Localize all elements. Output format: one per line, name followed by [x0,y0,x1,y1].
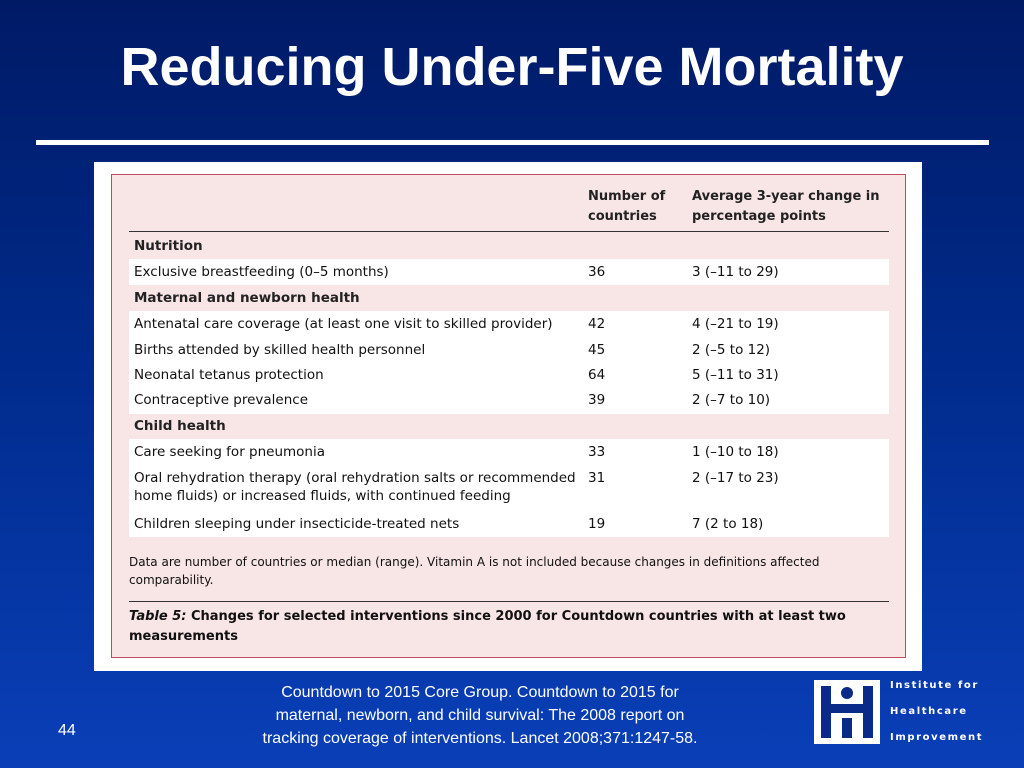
table-row-label: Neonatal tetanus protection [134,367,324,383]
table-row-change: 2 (–17 to 23) [692,470,779,486]
section-title: Child health [134,418,226,434]
ihi-logo: Institute for Healthcare Improvement [814,680,1014,744]
title-divider [36,140,989,145]
ihi-logo-mark-icon [814,680,880,744]
table-row-count: 33 [588,444,606,460]
table-row-label: Contraceptive prevalence [134,392,309,408]
citation: Countdown to 2015 Core Group. Countdown to 2015 for maternal, newborn, and child survival: The 2008 report on tracking coverage of interventions. Lancet 2008;371:1247-58. [262,684,698,747]
table-row-count: 36 [588,264,606,280]
page-number: 44 [58,722,76,739]
table-row-label: Births attended by skilled health personnel [134,342,426,358]
header-average-change: Average 3-year change in percentage points [692,189,880,224]
table-note: Data are number of countries or median (range). Vitamin A is not included because changes in definitions affected comparability. [129,555,820,587]
table-caption: Table 5: Changes for selected interventions since 2000 for Countdown countries with at least two measurements [129,609,846,644]
table-row-count: 64 [588,367,606,383]
intervention-table [111,174,906,658]
table-row-count: 19 [588,516,606,532]
table-row-change: 7 (2 to 18) [692,516,764,532]
table-row-label: Antenatal care coverage (at least one visit to skilled provider) [134,316,553,332]
table-row-change: 3 (–11 to 29) [692,264,779,280]
table-row-change: 2 (–5 to 12) [692,342,771,358]
table-image-frame [94,162,922,671]
table-row-count: 45 [588,342,606,358]
slide-title: Reducing Under-Five Mortality [120,37,904,97]
table-row-change: 5 (–11 to 31) [692,367,779,383]
caption-rule [129,601,889,602]
section-title: Maternal and newborn health [134,290,360,306]
table-row-change: 2 (–7 to 10) [692,392,771,408]
header-number-of-countries: Number of countries [588,189,666,224]
header-rule [129,231,889,232]
table-row-change: 4 (–21 to 19) [692,316,779,332]
table-row-label: Children sleeping under insecticide-treated nets [134,516,460,532]
table-row-label: Exclusive breastfeeding (0–5 months) [134,264,389,280]
table-row-label: Oral rehydration therapy (oral rehydration salts or recommended home fluids) or increased fluids, with continued feeding [134,470,576,504]
table-row-label: Care seeking for pneumonia [134,444,326,460]
section-title: Nutrition [134,238,203,254]
table-row-change: 1 (–10 to 18) [692,444,779,460]
table-row-count: 42 [588,316,606,332]
table-row-count: 31 [588,470,606,486]
table-row-count: 39 [588,392,606,408]
